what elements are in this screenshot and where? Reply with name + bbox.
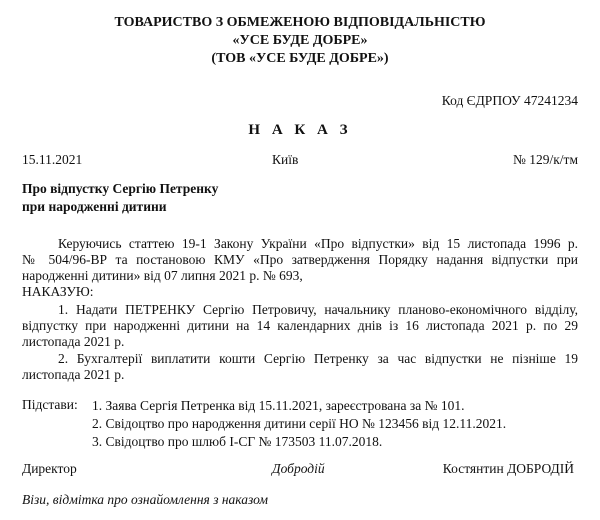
edrpou-code: Код ЄДРПОУ 47241234 — [441, 93, 578, 108]
preamble-line1: Керуючись статтею 19-1 Закону України «Про відпустки» від 15 листопада 1996 р. — [58, 236, 578, 251]
preamble-line2: № 504/96-ВР та постановою КМУ «Про затвердження Порядку надання відпустки при — [22, 252, 578, 267]
item1-line3: листопада 2021 р. — [22, 334, 125, 349]
basis-item: 3. Свідоцтво про шлюб І-СГ № 173503 11.07.2018. — [92, 434, 383, 449]
item2-line2: листопада 2021 р. — [22, 367, 125, 382]
order-date: 15.11.2021 — [22, 152, 83, 167]
document-title: Н А К А З — [248, 122, 352, 138]
signatory-name: Костянтин ДОБРОДІЙ — [442, 461, 574, 476]
basis-item: 1. Заява Сергія Петренка від 15.11.2021, зареєстрована за № 101. — [92, 398, 465, 413]
basis-list — [92, 397, 506, 451]
basis-item: 2. Свідоцтво про народження дитини серії НО № 123456 від 12.11.2021. — [92, 416, 507, 431]
order-number: № 129/к/тм — [512, 152, 578, 167]
order-city: Київ — [272, 152, 299, 167]
subject-line1: Про відпустку Сергію Петренку — [22, 181, 219, 196]
subject-line2: при народженні дитини — [22, 199, 167, 214]
signature: Добродій — [272, 461, 325, 476]
preamble-line3: народженні дитини» від 07 липня 2021 р. № 693, — [22, 268, 303, 283]
company-name-line1: ТОВАРИСТВО З ОБМЕЖЕНОЮ ВІДПОВІДАЛЬНІСТЮ — [114, 15, 486, 30]
order-word: НАКАЗУЮ: — [22, 284, 94, 299]
company-name-short: (ТОВ «УСЕ БУДЕ ДОБРЕ») — [211, 51, 389, 66]
basis-label: Підстави: — [22, 397, 78, 412]
signatory-position: Директор — [22, 461, 77, 476]
item1-line2: відпустку при народженні дитини на 14 календарних днів із 16 листопада 2021 р. по 29 — [22, 318, 578, 333]
order-subject — [22, 180, 218, 216]
company-header — [0, 14, 600, 68]
visas-note: Візи, відмітка про ознайомлення з наказом — [22, 492, 268, 507]
item1-line1: 1. Надати ПЕТРЕНКУ Сергію Петровичу, начальнику планово-економічного відділу, — [58, 302, 578, 317]
item2-line1: 2. Бухгалтерії виплатити кошти Сергію Петренку за час відпустки не пізніше 19 — [58, 351, 578, 366]
company-name-line2: «УСЕ БУДЕ ДОБРЕ» — [232, 33, 368, 48]
